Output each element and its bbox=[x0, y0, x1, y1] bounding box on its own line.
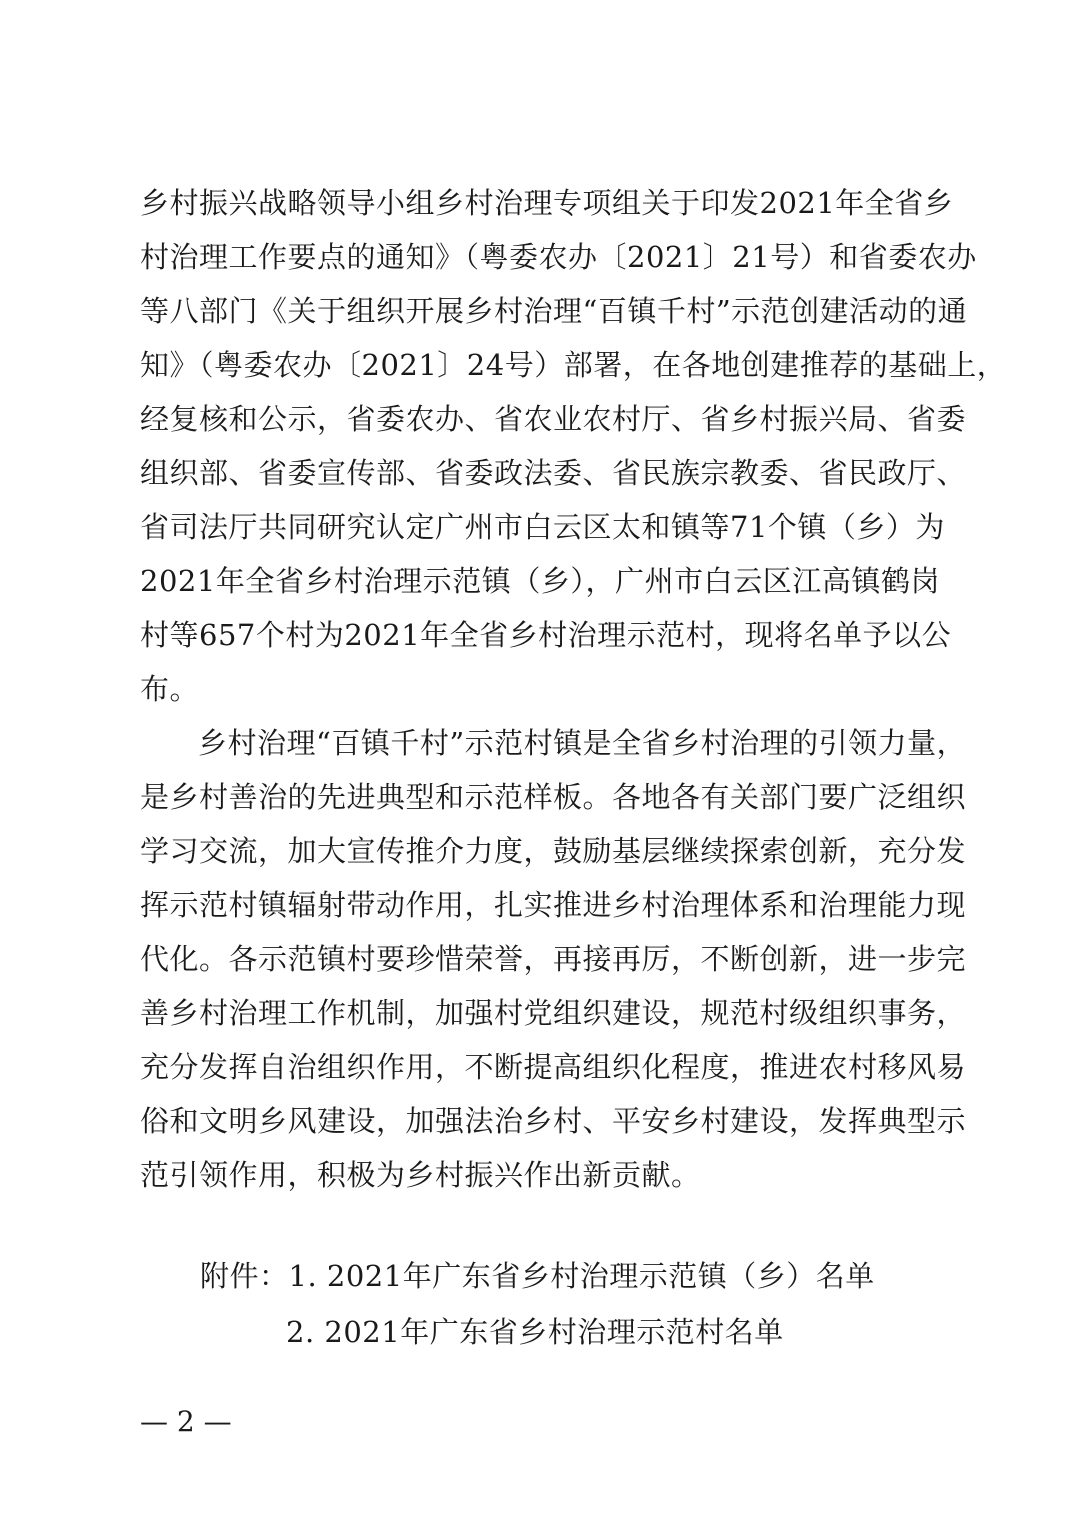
text-line: 2021年全省乡村治理示范镇（乡），广州市白云区江高镇鹤岗 bbox=[140, 564, 940, 598]
text-line: 布。 bbox=[140, 672, 200, 706]
paragraph-1 bbox=[140, 176, 1007, 716]
text-line: 挥示范村镇辐射带动作用，扎实推进乡村治理体系和治理能力现 bbox=[140, 888, 967, 922]
text-line: 等八部门《关于组织开展乡村治理“百镇千村”示范创建活动的通 bbox=[140, 294, 968, 328]
page-number: — 2 — bbox=[140, 1405, 232, 1438]
paragraph-2 bbox=[140, 716, 967, 1202]
text-line: 代化。各示范镇村要珍惜荣誉，再接再厉，不断创新，进一步完 bbox=[140, 942, 967, 976]
text-line: 范引领作用，积极为乡村振兴作出新贡献。 bbox=[140, 1158, 701, 1192]
text-line: 村等657个村为2021年全省乡村治理示范村，现将名单予以公 bbox=[140, 618, 952, 652]
attachment-item-2: 2. 2021年广东省乡村治理示范村名单 bbox=[286, 1315, 784, 1349]
text-line: 知》（粤委农办〔2021〕24号）部署，在各地创建推荐的基础上， bbox=[140, 348, 1007, 382]
text-line: 村治理工作要点的通知》（粤委农办〔2021〕21号）和省委农办 bbox=[140, 240, 977, 274]
text-line: 充分发挥自治组织作用，不断提高组织化程度，推进农村移风易 bbox=[140, 1050, 967, 1084]
text-line: 经复核和公示，省委农办、省农业农村厅、省乡村振兴局、省委 bbox=[140, 402, 967, 436]
text-line: 省司法厅共同研究认定广州市白云区太和镇等71个镇（乡）为 bbox=[140, 510, 945, 544]
text-line: 乡村治理“百镇千村”示范村镇是全省乡村治理的引领力量， bbox=[198, 726, 967, 760]
text-line: 善乡村治理工作机制，加强村党组织建设，规范村级组织事务， bbox=[140, 996, 967, 1030]
attachment-item-1: 附件：1. 2021年广东省乡村治理示范镇（乡）名单 bbox=[200, 1259, 875, 1293]
text-line: 组织部、省委宣传部、省委政法委、省民族宗教委、省民政厅、 bbox=[140, 456, 967, 490]
text-line: 学习交流，加大宣传推介力度，鼓励基层继续探索创新，充分发 bbox=[140, 834, 967, 868]
text-line: 是乡村善治的先进典型和示范样板。各地各有关部门要广泛组织 bbox=[140, 780, 967, 814]
text-line: 俗和文明乡风建设，加强法治乡村、平安乡村建设，发挥典型示 bbox=[140, 1104, 967, 1138]
text-line: 乡村振兴战略领导小组乡村治理专项组关于印发2021年全省乡 bbox=[140, 186, 954, 220]
body-text bbox=[140, 176, 1007, 1202]
attachments-list bbox=[200, 1248, 900, 1360]
